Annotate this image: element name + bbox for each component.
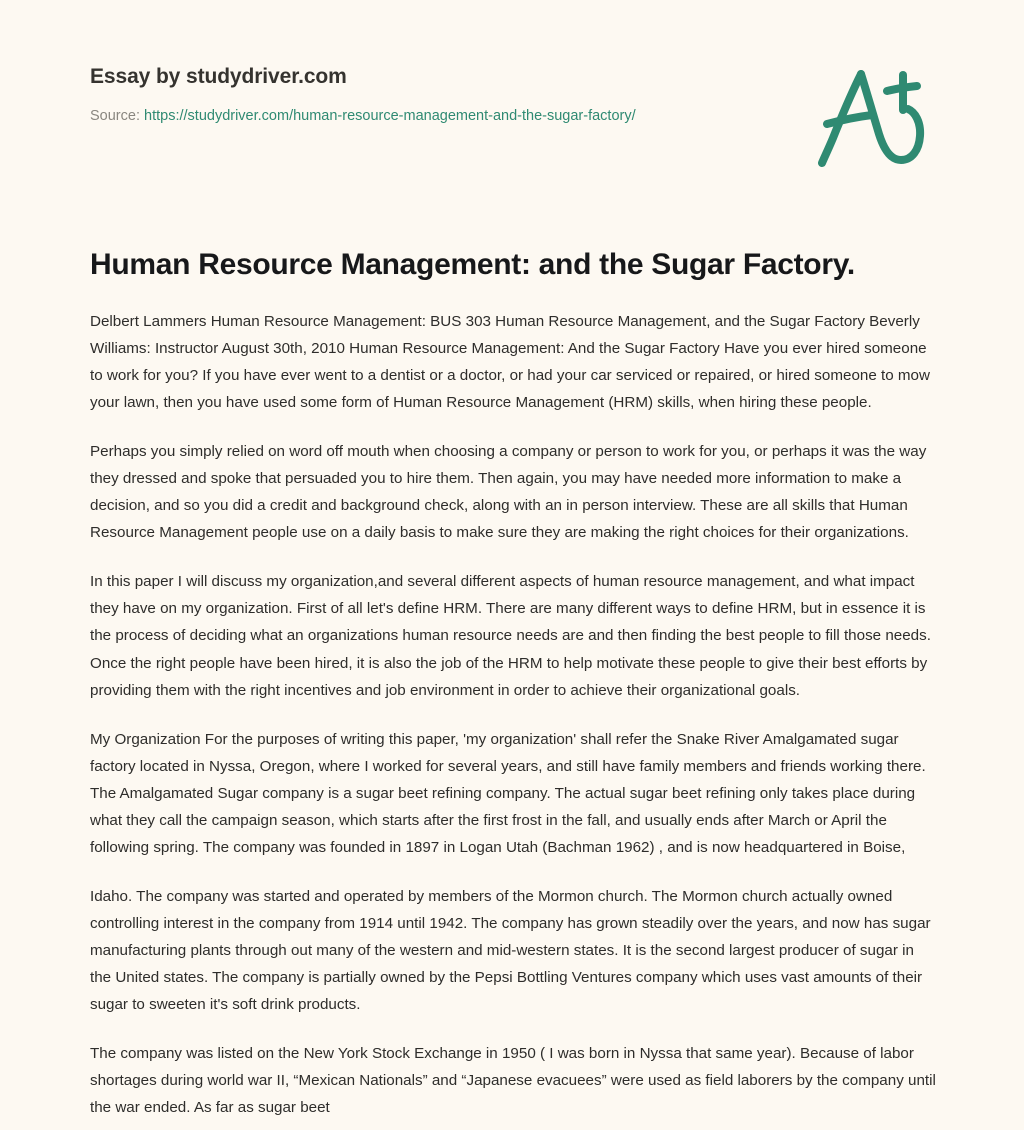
paragraph: Idaho. The company was started and operated by members of the Mormon church. The Mormon church actually owned controlling interest in the company from 1914 until 1942. The company has grown steadily over the years, and now has sugar manufacturing plants through out many of the western and mid-western states. It is the second largest producer of sugar in the United states. The company is partially owned by the Pepsi Bottling Ventures company which uses vast amounts of their sugar to sweeten it's soft drink products. [90, 887, 931, 1014]
brand-title: Essay by studydriver.com [90, 65, 347, 88]
page-title: Human Resource Management: and the Sugar Factory. [90, 248, 855, 281]
paragraph: Delbert Lammers Human Resource Management: BUS 303 Human Resource Management, and the Sugar Factory Beverly Williams: Instructor August 30th, 2010 Human Resource Management: And the Sugar Factory Have you ever hired someone to work for you? If you have ever went to a dentist or a doctor, or had your car serviced or repaired, or hired someone to mow your lawn, then you have used some form of Human Resource Management (HRM) skills, when hiring these people. [90, 313, 930, 412]
a-plus-logo-icon [808, 66, 936, 170]
paragraph: My Organization For the purposes of writing this paper, 'my organization' shall refer the Snake River Amalgamated sugar factory located in Nyssa, Oregon, where I worked for several years, and still have family members and friends working there. The Amalgamated Sugar company is a sugar beet refining company. The actual sugar beet refining only takes place during what they call the campaign season, which starts after the first frost in the fall, and usually ends after March or April the following spring. The company was founded in 1897 in Logan Utah (Bachman 1962) , and is now headquartered in Boise, [90, 730, 926, 856]
essay-body [90, 308, 938, 1121]
source-label: Source: [90, 108, 140, 125]
paragraph: In this paper I will discuss my organization,and several different aspects of human resource management, and what impact they have on my organization. First of all let's define HRM. There are many different ways to define HRM, but in essence it is the process of deciding what an organizations human resource needs are and then finding the best people to fill those needs. Once the right people have been hired, it is also the job of the HRM to help motivate these people to give their best efforts by providing them with the right incentives and job environment in order to achieve their organizational goals. [90, 573, 931, 699]
source-url-link[interactable]: https://studydriver.com/human-resource-management-and-the-sugar-factory/ [144, 108, 636, 125]
paragraph: The company was listed on the New York Stock Exchange in 1950 ( I was born in Nyssa that same year). Because of labor shortages during world war II, “Mexican Nationals” and “Japanese evacuees” were used as field laborers by the company until the war ended. As far as sugar beet [90, 1045, 936, 1117]
paragraph: Perhaps you simply relied on word off mouth when choosing a company or person to work for you, or perhaps it was the way they dressed and spoke that persuaded you to hire them. Then again, you may have needed more information to make a decision, and so you did a credit and background check, along with an in person interview. These are all skills that Human Resource Management people use on a daily basis to make sure they are making the right choices for their organizations. [90, 443, 927, 542]
a-plus-logo [808, 66, 936, 170]
